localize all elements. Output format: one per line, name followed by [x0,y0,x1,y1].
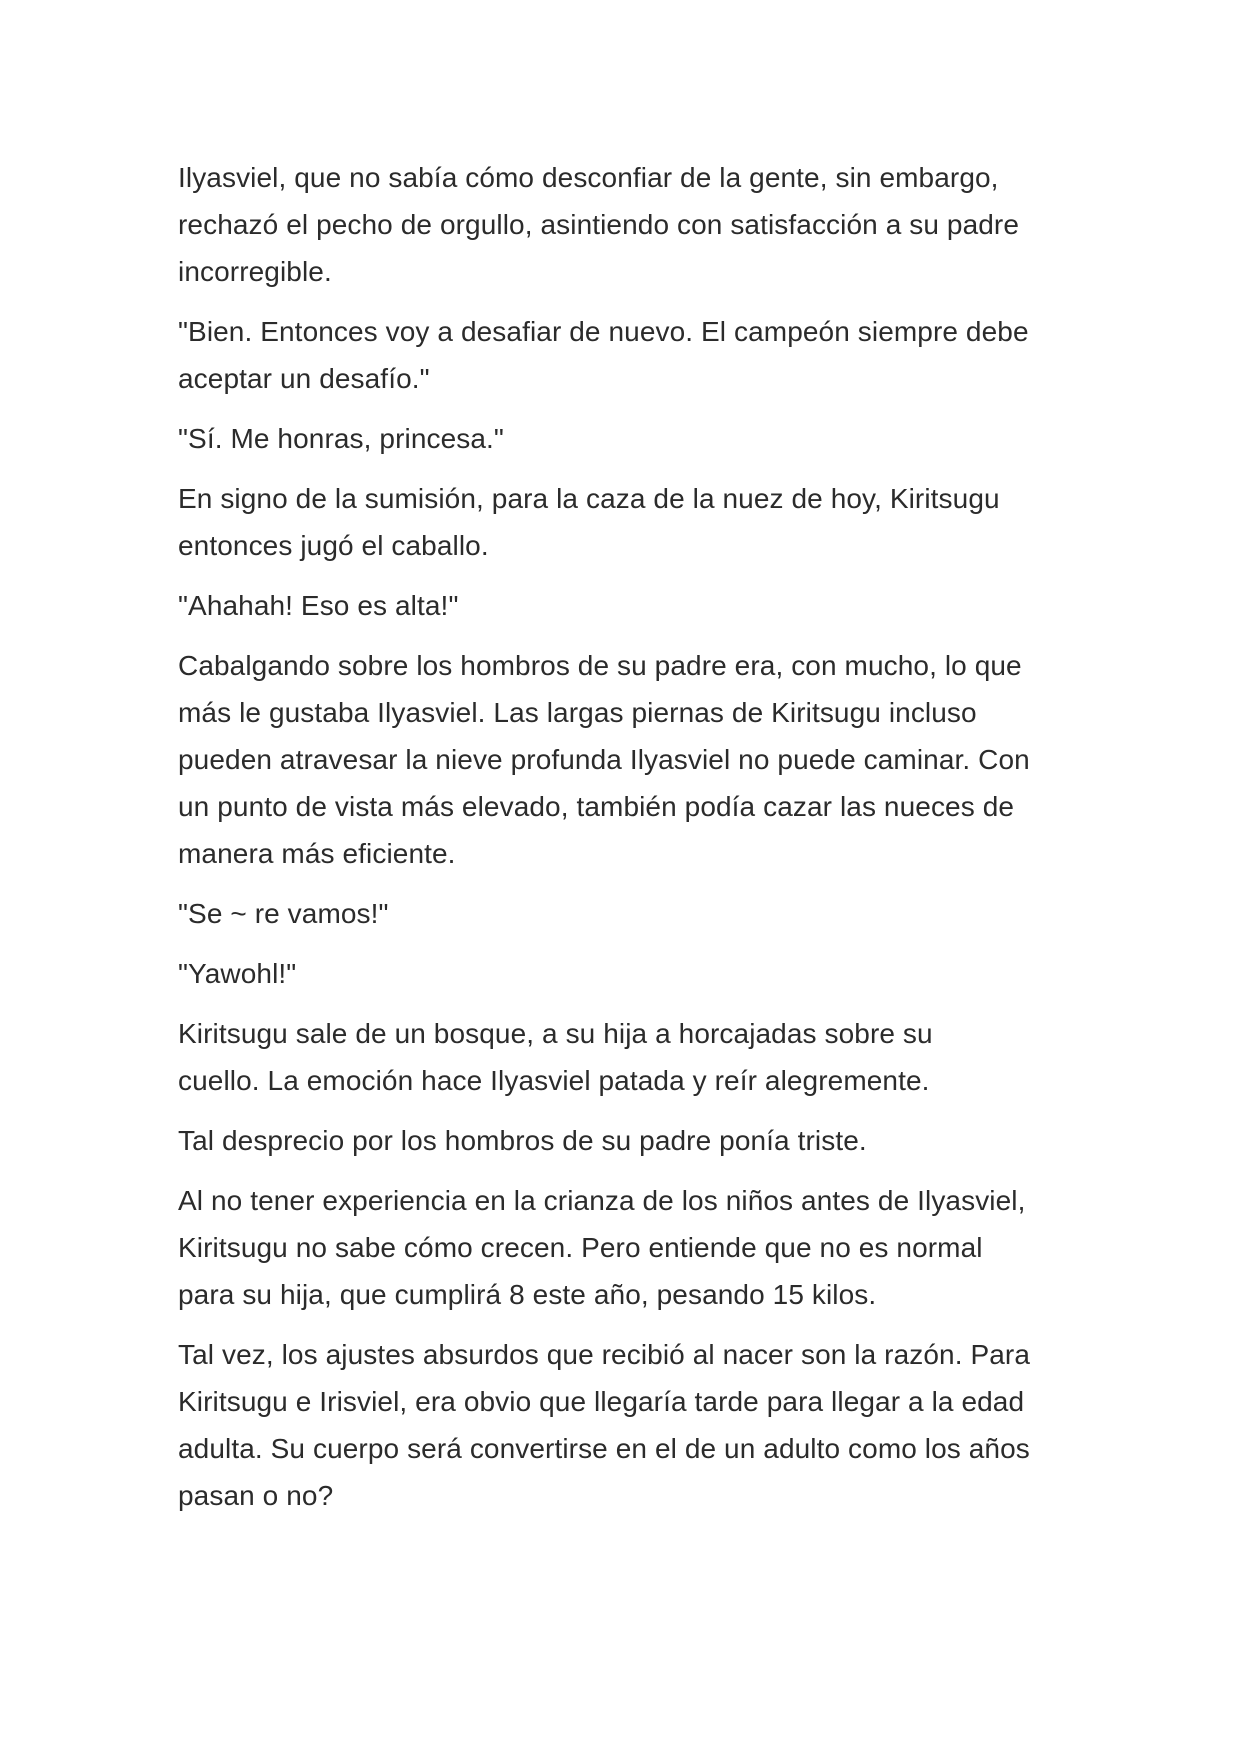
text-line: Al no tener experiencia en la crianza de los niños antes de Ilyasviel, [178,1185,1026,1216]
paragraph [178,415,1078,462]
paragraph [178,890,1078,937]
paragraph [178,950,1078,997]
text-line: Ilyasviel, que no sabía cómo desconfiar de la gente, sin embargo, [178,162,999,193]
paragraph [178,1331,1078,1519]
text-line: más le gustaba Ilyasviel. Las largas piernas de Kiritsugu incluso [178,697,977,728]
text-line: manera más eficiente. [178,838,456,869]
paragraph [178,475,1078,569]
text-line: entonces jugó el caballo. [178,530,489,561]
paragraph [178,582,1078,629]
text-line: Kiritsugu e Irisviel, era obvio que llegaría tarde para llegar a la edad [178,1386,1025,1417]
text-line: Kiritsugu no sabe cómo crecen. Pero entiende que no es normal [178,1232,983,1263]
body-text [178,154,1078,1532]
text-line: "Bien. Entonces voy a desafiar de nuevo. El campeón siempre debe [178,316,1029,347]
text-line: adulta. Su cuerpo será convertirse en el de un adulto como los años [178,1433,1030,1464]
paragraph [178,1010,1078,1104]
text-line: "Ahahah! Eso es alta!" [178,590,459,621]
text-line: Kiritsugu sale de un bosque, a su hija a horcajadas sobre su [178,1018,933,1049]
paragraph [178,642,1078,877]
text-line: rechazó el pecho de orgullo, asintiendo con satisfacción a su padre [178,209,1020,240]
text-line: pueden atravesar la nieve profunda Ilyasviel no puede caminar. Con [178,744,1030,775]
text-line: pasan o no? [178,1480,334,1511]
text-line: Cabalgando sobre los hombros de su padre era, con mucho, lo que [178,650,1022,681]
text-line: para su hija, que cumplirá 8 este año, pesando 15 kilos. [178,1279,877,1310]
text-line: incorregible. [178,256,332,287]
paragraph [178,1177,1078,1318]
text-line: Tal desprecio por los hombros de su padre ponía triste. [178,1125,867,1156]
paragraph [178,154,1078,295]
text-line: "Yawohl!" [178,958,297,989]
text-line: aceptar un desafío." [178,363,430,394]
paragraph [178,1117,1078,1164]
text-line: Tal vez, los ajustes absurdos que recibió al nacer son la razón. Para [178,1339,1031,1370]
text-line: cuello. La emoción hace Ilyasviel patada y reír alegremente. [178,1065,930,1096]
text-line: En signo de la sumisión, para la caza de la nuez de hoy, Kiritsugu [178,483,1000,514]
text-line: un punto de vista más elevado, también podía cazar las nueces de [178,791,1015,822]
text-line: "Se ~ re vamos!" [178,898,389,929]
text-line: "Sí. Me honras, princesa." [178,423,504,454]
paragraph [178,308,1078,402]
